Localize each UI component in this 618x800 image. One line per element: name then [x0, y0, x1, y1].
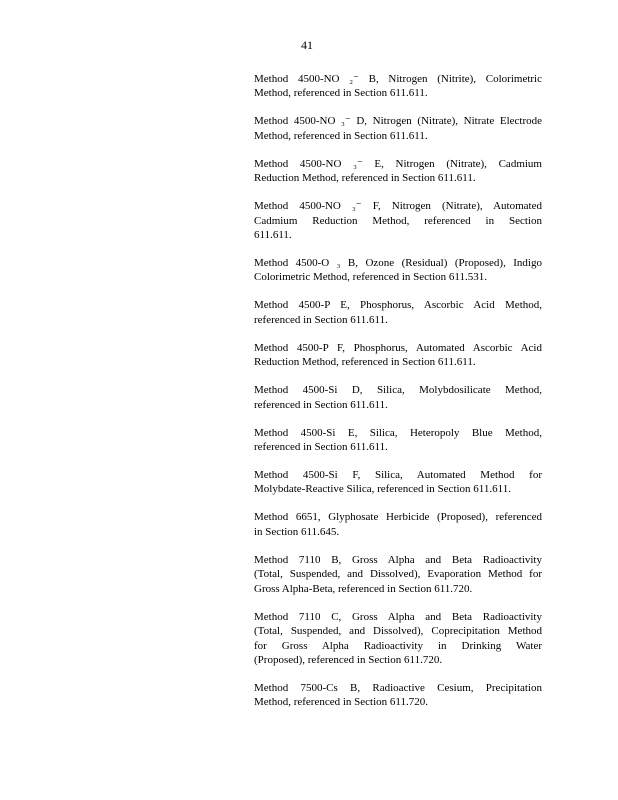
list-item: [254, 553, 542, 596]
entry-line: Reduction Method, referenced in Section 611.611.: [254, 356, 476, 369]
entry-line: Method, referenced in Section 611.720.: [254, 696, 429, 709]
list-item: [254, 468, 542, 497]
entry-line: referenced in Section 611.611.: [254, 313, 388, 326]
entry-line: Method, referenced in Section 611.611.: [254, 87, 428, 100]
page-number: 41: [301, 38, 313, 52]
entry-line: 611.611.: [254, 229, 292, 242]
list-item: [254, 256, 542, 285]
entry-line: for Gross Alpha Radioactivity in Drinking Water: [254, 639, 542, 652]
entry-line: Method 4500-Si E, Silica, Heteropoly Blue Method,: [254, 426, 542, 439]
entry-line: Method 4500-NO ₃⁻ D, Nitrogen (Nitrate), Nitrate Electrode: [254, 115, 542, 128]
entry-line: Method 7500-Cs B, Radioactive Cesium, Precipitation: [254, 681, 542, 694]
entry-line: Method 4500-Si F, Silica, Automated Method for: [254, 469, 542, 482]
entry-line: Method 7110 C, Gross Alpha and Beta Radioactivity: [254, 610, 542, 623]
entry-line: in Section 611.645.: [254, 525, 340, 538]
entry-line: referenced in Section 611.611.: [254, 441, 388, 454]
list-item: [254, 72, 542, 101]
list-item: [254, 157, 542, 186]
method-reference-list: [254, 72, 542, 710]
list-item: [254, 383, 542, 412]
entry-line: Method 4500-NO ₃⁻ E, Nitrogen (Nitrate), Cadmium: [254, 157, 542, 170]
entry-line: referenced in Section 611.611.: [254, 398, 388, 411]
entry-line: Colorimetric Method, referenced in Section 611.531.: [254, 271, 487, 284]
entry-line: Method 4500-P F, Phosphorus, Automated Ascorbic Acid: [254, 341, 542, 354]
list-item: [254, 341, 542, 370]
list-item: [254, 610, 542, 668]
entry-line: Method 4500-O ₃ B, Ozone (Residual) (Proposed), Indigo: [254, 257, 542, 270]
list-item: [254, 199, 542, 242]
entry-line: Gross Alpha-Beta, referenced in Section 611.720.: [254, 582, 473, 595]
list-item: [254, 681, 542, 710]
entry-line: Cadmium Reduction Method, referenced in Section: [254, 214, 542, 227]
entry-line: Method, referenced in Section 611.611.: [254, 129, 428, 142]
list-item: [254, 114, 542, 143]
entry-line: (Total, Suspended, and Dissolved), Coprecipitation Method: [254, 625, 542, 638]
entry-line: Reduction Method, referenced in Section 611.611.: [254, 172, 476, 185]
list-item: [254, 426, 542, 455]
entry-line: Method 7110 B, Gross Alpha and Beta Radioactivity: [254, 553, 542, 566]
entry-line: Method 4500-Si D, Silica, Molybdosilicate Method,: [254, 384, 542, 397]
entry-line: (Proposed), referenced in Section 611.720.: [254, 653, 443, 666]
entry-line: (Total, Suspended, and Dissolved), Evaporation Method for: [254, 568, 542, 581]
entry-line: Method 4500-NO ₂⁻ B, Nitrogen (Nitrite), Colorimetric: [254, 73, 542, 85]
entry-line: Method 4500-P E, Phosphorus, Ascorbic Acid Method,: [254, 299, 542, 312]
entry-line: Method 4500-NO ₃⁻ F, Nitrogen (Nitrate), Automated: [254, 200, 542, 213]
entry-line: Molybdate-Reactive Silica, referenced in Section 611.611.: [254, 483, 511, 496]
list-item: [254, 298, 542, 327]
list-item: [254, 510, 542, 539]
entry-line: Method 6651, Glyphosate Herbicide (Proposed), referenced: [254, 511, 542, 524]
